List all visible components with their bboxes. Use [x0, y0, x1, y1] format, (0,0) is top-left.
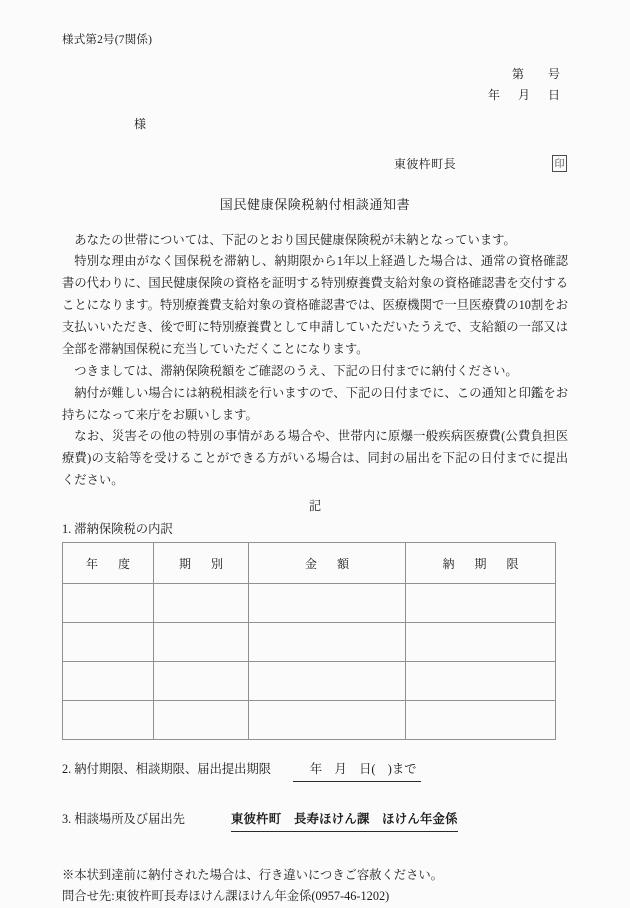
body-paragraph: つきましては、滞納保険税額をご確認のうえ、下記の日付までに納付ください。 — [74, 363, 518, 378]
cell-year[interactable] — [63, 584, 154, 623]
section-place — [62, 810, 568, 832]
cell-duedate[interactable] — [406, 662, 556, 701]
table-row — [63, 584, 556, 623]
cell-year[interactable] — [63, 662, 154, 701]
cell-duedate[interactable] — [406, 701, 556, 740]
cell-term[interactable] — [154, 701, 249, 740]
issuer-name: 東彼杵町長 — [393, 156, 456, 171]
cell-year[interactable] — [63, 623, 154, 662]
breakdown-table — [62, 542, 556, 740]
column-header-year: 年 度 — [63, 543, 154, 584]
footer-notes — [62, 865, 568, 908]
column-header-term: 期 別 — [154, 543, 249, 584]
cell-duedate[interactable] — [406, 623, 556, 662]
column-header-duedate: 納 期 限 — [406, 543, 556, 584]
document-date-line: 年 月 日 — [487, 87, 560, 102]
page-title: 国民健康保険税納付相談通知書 — [219, 196, 411, 212]
section-deadline-value[interactable]: 年 月 日( )まで — [293, 760, 421, 782]
body-paragraph: 納付が難しい場合には納税相談を行いますので、下記の日付までに、この通知と印鑑をお持ちになって来庁をお願いします。 — [62, 385, 568, 422]
cell-amount[interactable] — [249, 584, 406, 623]
section-place-value: 東彼杵町 長寿ほけん課 ほけん年金係 — [231, 810, 458, 832]
table-row — [63, 662, 556, 701]
cell-year[interactable] — [63, 701, 154, 740]
form-code: 様式第2号(7関係) — [62, 34, 153, 46]
footer-note: ※本状到達前に納付された場合は、行き違いにつきご容赦ください。 — [62, 867, 443, 882]
section-place-label: 3. 相談場所及び届出先 — [62, 811, 185, 826]
table-row — [63, 623, 556, 662]
body-paragraph: なお、災害その他の特別の事情がある場合や、世帯内に原爆一般疾病医療費(公費負担医療費)の支給等を受けることができる方がいる場合は、同封の届出を下記の日付までに提出ください。 — [62, 429, 568, 488]
cell-duedate[interactable] — [406, 584, 556, 623]
section-deadline-label: 2. 納付期限、相談期限、届出提出期限 — [62, 762, 272, 777]
body-text — [62, 230, 568, 493]
column-header-amount: 金 額 — [249, 543, 406, 584]
kinotes-mark: 記 — [308, 499, 322, 514]
body-paragraph: あなたの世帯については、下記のとおり国民健康保険税が未納となっています。 — [74, 232, 516, 247]
table-header-row — [63, 543, 556, 584]
cell-term[interactable] — [154, 584, 249, 623]
cell-term[interactable] — [154, 623, 249, 662]
document-meta — [62, 64, 568, 106]
footer-contact: 問合せ先:東彼杵町長寿ほけん課ほけん年金係(0957-46-1202) — [62, 889, 390, 904]
cell-amount[interactable] — [249, 623, 406, 662]
issuer-row — [62, 155, 568, 172]
cell-amount[interactable] — [249, 662, 406, 701]
section-deadline — [62, 760, 568, 782]
document-number-line: 第 号 — [511, 66, 560, 81]
addressee-honorific: 様 — [134, 116, 147, 131]
seal-stamp-icon: 印 — [552, 155, 567, 172]
cell-amount[interactable] — [249, 701, 406, 740]
cell-term[interactable] — [154, 662, 249, 701]
body-paragraph: 特別な理由がなく国保税を滞納し、納期限から1年以上経過した場合は、通常の資格確認書の代わりに、国民健康保険の資格を証明する特別療養費支給対象の資格確認書を交付することになります。特別療養費支給対象の資格確認書では、医療機関で一旦医療費の10割をお支払いいただき、後で町に特別療養費として申請していただいたうえで、支給額の一部又は全部を滞納国保税に充当していただくことになります。 — [62, 254, 568, 356]
table-row — [63, 701, 556, 740]
section-breakdown-heading: 1. 滞納保険税の内訳 — [62, 521, 173, 536]
